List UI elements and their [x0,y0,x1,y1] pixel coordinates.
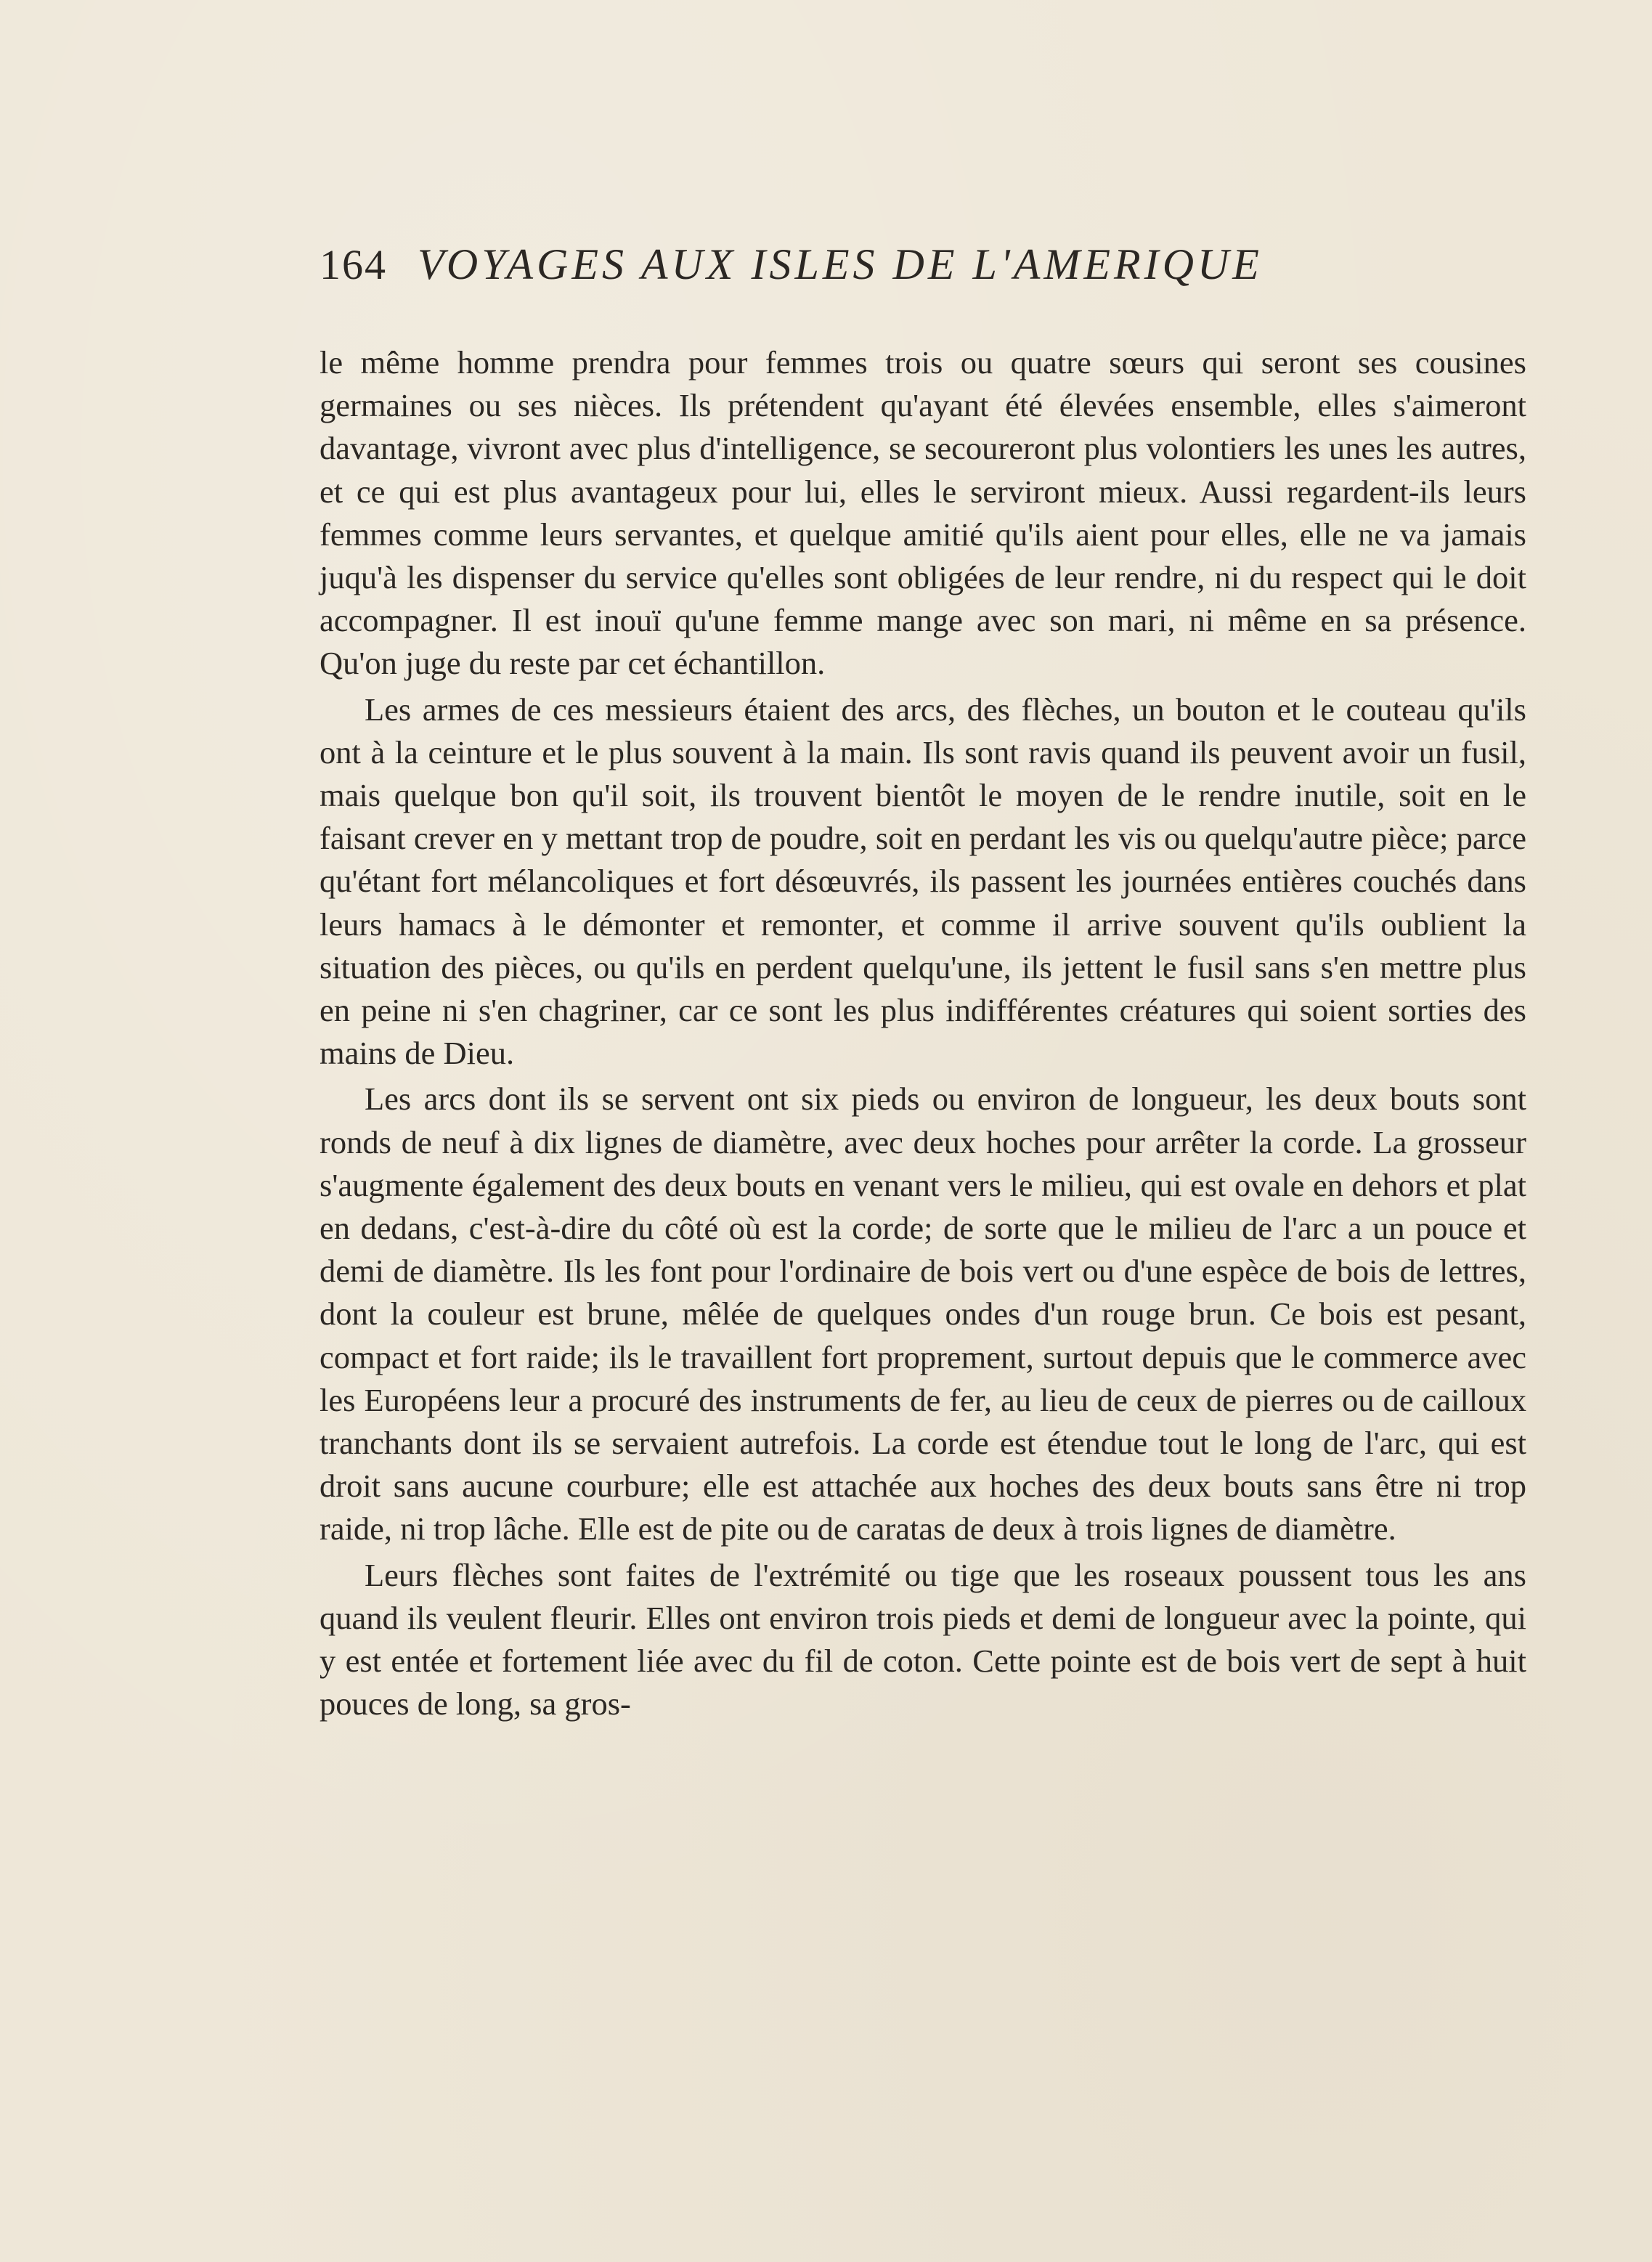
paragraph: Les arcs dont ils se servent ont six pieds ou environ de longueur, les deux bouts sont ronds de neuf à dix lignes de diamètre, avec deux hoches pour arrêter la corde. La grosseur s'augmente également des deux bouts en venant vers le milieu, qui est ovale en dehors et plat en dedans, c'est-à-dire du côté où est la corde; de sorte que le milieu de l'arc a un pouce et demi de diamètre. Ils les font pour l'ordinaire de bois vert ou d'une espèce de bois de lettres, dont la couleur est brune, mêlée de quelques ondes d'un rouge brun. Ce bois est pesant, compact et fort raide; ils le travaillent fort proprement, surtout depuis que le commerce avec les Européens leur a procuré des instruments de fer, au lieu de ceux de pierres ou de cailloux tranchants dont ils se servaient autrefois. La corde est étendue tout le long de l'arc, qui est droit sans aucune courbure; elle est attachée aux hoches des deux bouts sans être ni trop raide, ni trop lâche. Elle est de pite ou de caratas de deux à trois lignes de diamètre. [320,1081,1526,1547]
body-text [320,341,1526,1726]
running-title: VOYAGES AUX ISLES DE L'AMERIQUE [418,240,1263,288]
page-number: 164 [320,241,387,288]
paragraph: Les armes de ces messieurs étaient des arcs, des flèches, un bouton et le couteau qu'ils ont à la ceinture et le plus souvent à la main. Ils sont ravis quand ils peuvent avoir un fusil, mais quelque bon qu'il soit, ils trouvent bientôt le moyen de le rendre inutile, soit en le faisant crever en y mettant trop de poudre, soit en perdant les vis ou quelqu'autre pièce; parce qu'étant fort mélancoliques et fort désœuvrés, ils passent les journées entières couchés dans leurs hamacs à le démonter et remonter, et comme il arrive souvent qu'ils oublient la situation des pièces, ou qu'ils en perdent quelqu'une, ils jettent le fusil sans s'en mettre plus en peine ni s'en chagriner, car ce sont les plus indifférentes créatures qui soient sorties des mains de Dieu. [320,691,1526,1072]
paragraph: le même homme prendra pour femmes trois ou quatre sœurs qui seront ses cousines germaines ou ses nièces. Ils prétendent qu'ayant été élevées ensemble, elles s'aimeront davantage, vivront avec plus d'intelligence, se secoureront plus volontiers les unes les autres, et ce qui est plus avantageux pour lui, elles le serviront mieux. Aussi regardent-ils leurs femmes comme leurs servantes, et quelque amitié qu'ils aient pour elles, elle ne va jamais juqu'à les dispenser du service qu'elles sont obligées de leur rendre, ni du respect qui le doit accompagner. Il est inouï qu'une femme mange avec son mari, ni même en sa présence. Qu'on juge du reste par cet échantillon. [320,344,1526,682]
paragraph: Leurs flèches sont faites de l'extrémité ou tige que les roseaux poussent tous les ans quand ils veulent fleurir. Elles ont environ trois pieds et demi de longueur avec la pointe, qui y est entée et fortement liée avec du fil de coton. Cette pointe est de bois vert de sept à huit pouces de long, sa gros- [320,1556,1526,1722]
page-header [320,240,1525,305]
